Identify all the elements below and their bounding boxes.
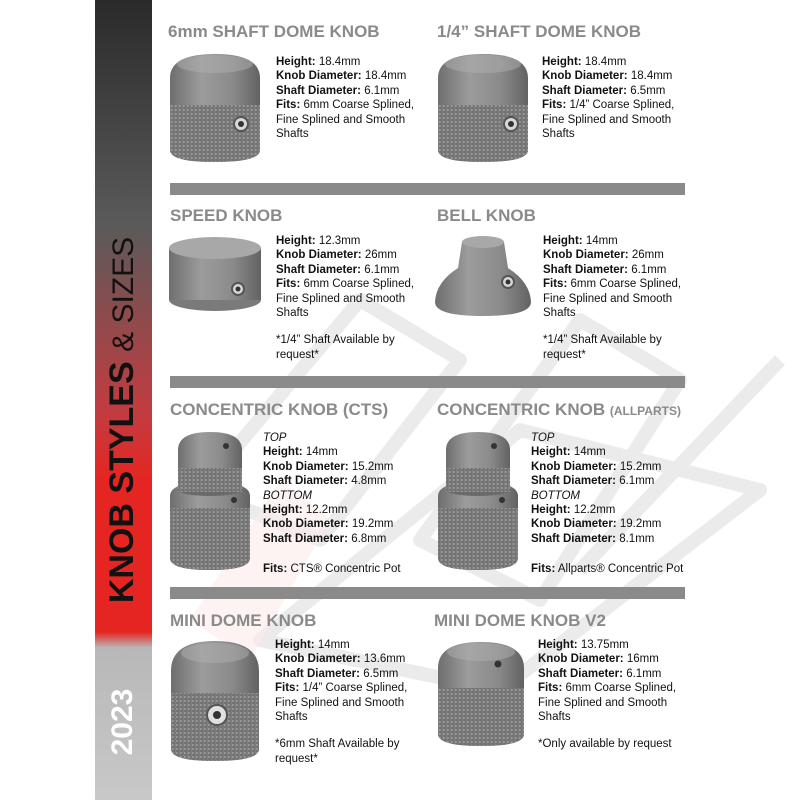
spec-fits-line: Fine Splined and Smooth [275, 696, 405, 709]
spec-label: Shaft Diameter: [543, 263, 628, 276]
dome-knob-icon [166, 50, 264, 165]
spec-fits: 6mm Coarse Splined, [565, 682, 677, 695]
spec-label: Height: [542, 56, 582, 68]
spec-fits-line: Shafts [276, 307, 309, 320]
specs-minidome-v2 [538, 638, 676, 752]
knob-title-dome14: 1/4” SHAFT DOME KNOB [437, 22, 642, 41]
spec-height: 14mm [305, 446, 338, 459]
spec-note: request* [275, 752, 318, 765]
spec-shaft: 6.1mm [364, 263, 400, 276]
spec-label: Shaft Diameter: [531, 532, 616, 545]
spec-height: 14mm [317, 639, 350, 651]
mini-dome-knob-icon [167, 637, 263, 765]
spec-height: 12.2mm [573, 504, 616, 517]
spec-label: Fits: [276, 99, 301, 112]
knob-title-concentric-allparts [437, 400, 681, 420]
sidebar-title [102, 237, 144, 603]
section-divider-3 [170, 587, 685, 599]
spec-label: Knob Diameter: [263, 518, 349, 531]
spec-label: Shaft Diameter: [276, 84, 361, 97]
spec-label: Knob Diameter: [531, 460, 617, 473]
speed-knob-icon [166, 234, 264, 314]
spec-label: Height: [538, 639, 578, 651]
spec-label: Shaft Diameter: [263, 532, 348, 545]
spec-label: Knob Diameter: [263, 460, 349, 473]
spec-shaft: 6.8mm [351, 532, 387, 545]
spec-fits: 6mm Coarse Splined, [303, 278, 415, 291]
spec-note: *1/4” Shaft Available by [543, 334, 662, 347]
spec-label: Fits: [275, 682, 300, 695]
spec-label: Shaft Diameter: [275, 667, 360, 680]
spec-label: Fits: [263, 563, 288, 576]
spec-label: Knob Diameter: [276, 70, 362, 83]
sidebar-title-light: & SIZES [107, 236, 140, 352]
spec-label: Shaft Diameter: [538, 667, 623, 680]
spec-note: request* [543, 348, 586, 361]
spec-diameter: 15.2mm [619, 460, 662, 473]
specs-dome14 [542, 55, 674, 141]
spec-diameter: 18.4mm [630, 70, 673, 83]
spec-shaft: 4.8mm [351, 475, 387, 488]
spec-shaft: 6.1mm [631, 263, 667, 276]
spec-shaft: 6.1mm [619, 475, 655, 488]
spec-height: 13.75mm [580, 639, 629, 651]
sidebar-title-bold: KNOB STYLES [103, 361, 141, 604]
spec-diameter: 13.6mm [363, 653, 406, 666]
specs-concentric-allparts [531, 431, 683, 577]
concentric-knob-icon [168, 428, 252, 574]
spec-label: Fits: [542, 99, 567, 112]
spec-section-bottom: BOTTOM [263, 489, 312, 502]
spec-label: Height: [263, 446, 303, 459]
spec-section-top: TOP [531, 432, 555, 444]
spec-note: request* [276, 348, 319, 361]
spec-note: *1/4” Shaft Available by [276, 334, 395, 347]
knob-title-minidome-v2: MINI DOME KNOB V2 [434, 611, 606, 630]
spec-fits: 1/4” Coarse Splined, [302, 682, 408, 695]
spec-fits: 1/4” Coarse Splined, [569, 99, 675, 112]
spec-label: Height: [275, 639, 315, 651]
spec-fits-line: Fine Splined and Smooth [543, 292, 673, 305]
spec-shaft: 8.1mm [619, 532, 655, 545]
spec-fits: 6mm Coarse Splined, [303, 99, 415, 112]
spec-fits-line: Shafts [275, 711, 308, 724]
spec-label: Fits: [276, 278, 301, 291]
spec-shaft: 6.1mm [364, 84, 400, 97]
spec-shaft: 6.5mm [630, 84, 666, 97]
spec-fits: CTS® Concentric Pot [290, 563, 401, 576]
spec-label: Height: [531, 504, 571, 517]
spec-diameter: 19.2mm [351, 518, 394, 531]
spec-note: *6mm Shaft Available by [275, 738, 400, 751]
spec-label: Knob Diameter: [543, 249, 629, 262]
spec-height: 14mm [573, 446, 606, 459]
section-divider-2 [170, 376, 685, 388]
spec-note: *Only available by request [538, 738, 672, 751]
spec-fits: 6mm Coarse Splined, [570, 278, 682, 291]
spec-height: 18.4mm [584, 56, 627, 68]
spec-label: Knob Diameter: [276, 249, 362, 262]
spec-label: Shaft Diameter: [531, 475, 616, 488]
spec-fits-line: Shafts [542, 128, 575, 141]
spec-label: Height: [276, 56, 316, 68]
spec-height: 14mm [585, 235, 618, 247]
spec-section-bottom: BOTTOM [531, 489, 580, 502]
spec-label: Shaft Diameter: [263, 475, 348, 488]
spec-fits-line: Fine Splined and Smooth [276, 113, 406, 126]
knob-title-dome6: 6mm SHAFT DOME KNOB [168, 22, 380, 41]
spec-label: Height: [263, 504, 303, 517]
specs-concentric-cts [263, 431, 401, 577]
spec-diameter: 16mm [626, 653, 659, 666]
spec-label: Shaft Diameter: [276, 263, 361, 276]
spec-label: Knob Diameter: [531, 518, 617, 531]
spec-label: Knob Diameter: [275, 653, 361, 666]
spec-height: 12.3mm [318, 235, 361, 247]
section-divider-1 [170, 183, 685, 195]
spec-shaft: 6.1mm [626, 667, 662, 680]
spec-diameter: 18.4mm [364, 70, 407, 83]
sidebar-year: 2023 [106, 688, 139, 756]
concentric-knob-icon [436, 428, 520, 574]
bell-knob-icon [432, 232, 534, 322]
knob-title-bell: BELL KNOB [437, 206, 536, 225]
spec-section-top: TOP [263, 432, 287, 444]
specs-bell [543, 234, 681, 362]
dome-knob-icon [434, 50, 532, 165]
spec-fits-line: Shafts [538, 711, 571, 724]
spec-label: Knob Diameter: [542, 70, 628, 83]
knob-title-text: CONCENTRIC KNOB [437, 400, 606, 419]
spec-fits-line: Fine Splined and Smooth [542, 113, 672, 126]
spec-label: Height: [276, 235, 316, 247]
spec-label: Shaft Diameter: [542, 84, 627, 97]
spec-diameter: 26mm [631, 249, 664, 262]
spec-height: 12.2mm [305, 504, 348, 517]
knob-title-sub: (ALLPARTS) [609, 404, 681, 418]
spec-fits-line: Shafts [276, 128, 309, 141]
spec-fits: Allparts® Concentric Pot [557, 563, 684, 576]
knob-title-minidome: MINI DOME KNOB [170, 611, 317, 630]
spec-diameter: 19.2mm [619, 518, 662, 531]
knob-title-concentric-cts: CONCENTRIC KNOB (CTS) [170, 400, 389, 419]
spec-fits-line: Shafts [543, 307, 576, 320]
spec-shaft: 6.5mm [363, 667, 399, 680]
spec-label: Fits: [531, 563, 556, 576]
mini-dome-v2-knob-icon [434, 638, 528, 750]
spec-height: 18.4mm [318, 56, 361, 68]
specs-dome6 [276, 55, 414, 141]
spec-label: Height: [543, 235, 583, 247]
spec-label: Fits: [538, 682, 563, 695]
spec-diameter: 26mm [364, 249, 397, 262]
specs-minidome [275, 638, 407, 766]
spec-fits-line: Fine Splined and Smooth [538, 696, 668, 709]
spec-fits-line: Fine Splined and Smooth [276, 292, 406, 305]
spec-label: Height: [531, 446, 571, 459]
knob-title-speed: SPEED KNOB [170, 206, 283, 225]
specs-speed [276, 234, 414, 362]
spec-label: Fits: [543, 278, 568, 291]
spec-label: Knob Diameter: [538, 653, 624, 666]
spec-diameter: 15.2mm [351, 460, 394, 473]
